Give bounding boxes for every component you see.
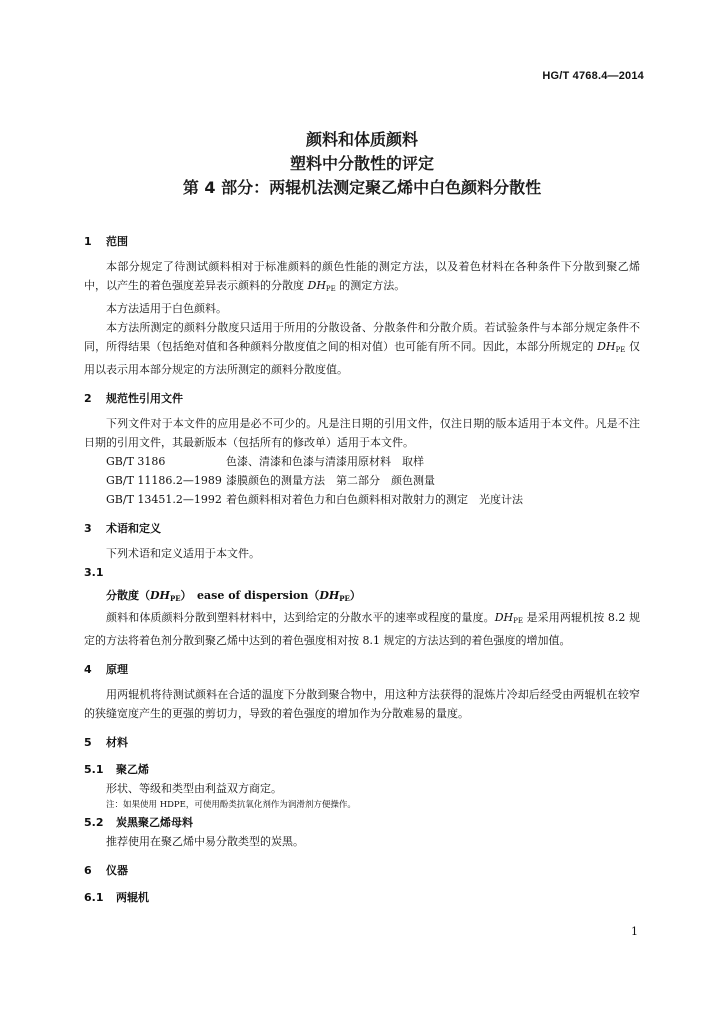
section-number: 5 — [84, 736, 92, 749]
reference-title: 着色颜料相对着色力和白色颜料相对散射力的测定 光度计法 — [226, 493, 523, 506]
definition — [84, 608, 640, 650]
section-apparatus — [84, 861, 640, 907]
subsection-title: 聚乙烯 — [116, 763, 149, 776]
subsection-title: 炭黑聚乙烯母料 — [116, 816, 193, 829]
standard-code: HG/T 4768.4—2014 — [542, 70, 644, 82]
reference-title: 色漆、清漆和色漆与清漆用原材料 取样 — [226, 455, 424, 468]
title-line-3: 第 4 部分：两辊机法测定聚乙烯中白色颜料分散性 — [182, 178, 542, 197]
document-title-block — [0, 128, 724, 200]
text: 本部分规定了待测试颜料相对于标准颜料的颜色性能的测定方法，以及着色材料在各种条件下分散到聚乙烯中，以产生的着色强度差异表示颜料的分散度 — [84, 260, 640, 292]
symbol: $DH_{PE}$ — [597, 340, 626, 354]
text: ） — [349, 589, 361, 602]
paragraph: 形状、等级和类型由利益双方商定。 — [106, 782, 282, 795]
subsection-number: 5.1 — [84, 763, 104, 776]
text: 是采用两辊机按 8.2 规定的方法将着色剂分散到聚乙烯中达到的着色强度相对按 8.1 规定的方法达到的着色强度的增加值。 — [84, 611, 641, 647]
subsection-number: 5.2 — [84, 816, 104, 829]
paragraph: 用两辊机将待测试颜料在合适的温度下分散到聚合物中，用这种方法获得的混炼片冷却后经受由两辊机在较窄的狭缝宽度产生的更强的剪切力，导致的着色强度的增加作为分散难易的量度。 — [84, 688, 640, 720]
section-number: 1 — [84, 235, 92, 248]
section-heading — [84, 861, 640, 880]
term-entry — [84, 586, 640, 608]
subsection-heading — [84, 813, 640, 832]
section-title: 原理 — [106, 663, 128, 676]
text: 本方法所测定的颜料分散度只适用于所用的分散设备、分散条件和分散介质。若试验条件与本部分规定条件不同，所得结果（包括绝对值和各种颜料分散度值之间的相对值）也可能有所不同。因此，本部分所规定的 — [84, 321, 640, 353]
note: 注：如果使用 HDPE，可使用酚类抗氧化剂作为润滑剂方便操作。 — [106, 800, 356, 810]
document-body — [84, 232, 640, 907]
reference-code: GB/T 13451.2—1992 — [106, 493, 222, 506]
subsection-heading — [84, 888, 640, 907]
section-title: 术语和定义 — [106, 522, 161, 535]
page-number: 1 — [631, 925, 638, 938]
section-heading — [84, 660, 640, 679]
paragraph — [84, 257, 640, 299]
section-heading — [84, 733, 640, 752]
subsection-number: 6.1 — [84, 891, 104, 904]
reference-item — [84, 490, 640, 509]
text: 颜料和体质颜料分散到塑料材料中，达到给定的分散水平的速率或程度的量度。 — [106, 611, 495, 624]
reference-code: GB/T 11186.2—1989 — [106, 474, 222, 487]
section-number: 4 — [84, 663, 92, 676]
symbol: $DH_{PE}$ — [319, 589, 350, 603]
title-line-1: 颜料和体质颜料 — [305, 130, 418, 149]
reference-title: 漆膜颜色的测量方法 第二部分 颜色测量 — [226, 474, 435, 487]
paragraph — [84, 318, 640, 379]
section-materials — [84, 733, 640, 851]
section-terms — [84, 519, 640, 650]
subsection-number: 3.1 — [84, 566, 104, 579]
section-heading — [84, 232, 640, 251]
text: ） ease of dispersion（ — [180, 589, 320, 602]
reference-item — [84, 452, 640, 471]
paragraph: 推荐使用在聚乙烯中易分散类型的炭黑。 — [106, 835, 304, 848]
section-title: 仪器 — [106, 864, 128, 877]
symbol: $DH_{PE}$ — [494, 611, 523, 625]
section-scope — [84, 232, 640, 379]
section-normative-references — [84, 389, 640, 509]
section-number: 3 — [84, 522, 92, 535]
section-principle — [84, 660, 640, 723]
subsection-heading — [84, 760, 640, 779]
text: 分散度（ — [106, 589, 150, 602]
title-line-2: 塑料中分散性的评定 — [289, 154, 434, 173]
section-heading — [84, 389, 640, 408]
section-title: 材料 — [106, 736, 128, 749]
section-heading — [84, 519, 640, 538]
section-title: 规范性引用文件 — [106, 392, 183, 405]
paragraph: 下列文件对于本文件的应用是必不可少的。凡是注日期的引用文件，仅注日期的版本适用于本文件。凡是不注日期的引用文件，其最新版本（包括所有的修改单）适用于本文件。 — [84, 417, 640, 449]
paragraph: 本方法适用于白色颜料。 — [106, 302, 227, 315]
text: 的测定方法。 — [335, 279, 406, 292]
reference-item — [84, 471, 640, 490]
section-title: 范围 — [106, 235, 128, 248]
subsection-title: 两辊机 — [116, 891, 149, 904]
symbol: $DH_{PE}$ — [307, 279, 336, 293]
paragraph: 下列术语和定义适用于本文件。 — [106, 547, 260, 560]
section-number: 2 — [84, 392, 92, 405]
section-number: 6 — [84, 864, 92, 877]
reference-code: GB/T 3186 — [106, 455, 166, 468]
text: 仅用以表示用本部分规定的方法所测定的颜料分散度值。 — [84, 340, 640, 376]
symbol: $DH_{PE}$ — [150, 589, 181, 603]
